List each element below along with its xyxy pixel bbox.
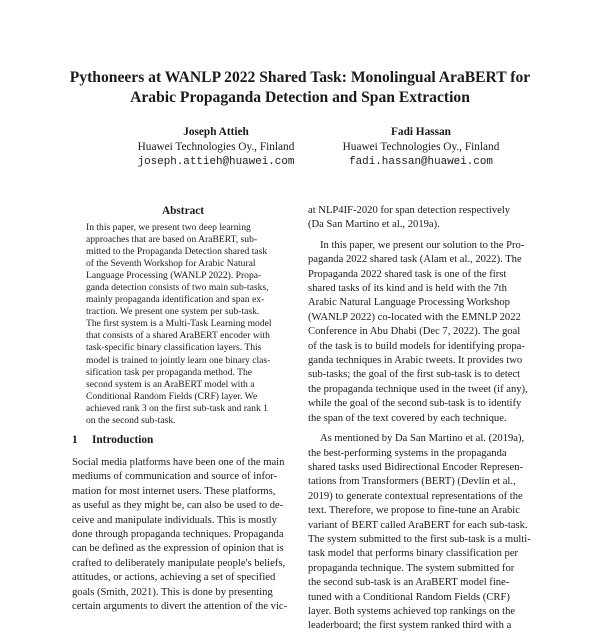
author-block [305,125,537,170]
body-line: Conference in Abu Dhabi (Dec 7, 2022). The goal [308,326,521,338]
body-line: As mentioned by Da San Martino et al. (2019a), [320,433,525,445]
body-line: shared tasks of its kind and is held with the 7th [308,283,507,295]
author-affiliation: Huawei Technologies Oy., Finland [137,141,295,153]
body-line: tuned with a Conditional Random Fields (CRF) [308,591,510,603]
body-line: text. Therefore, we propose to fine-tune an Arabic [308,505,520,517]
body-line: Propaganda 2022 shared task is one of the first [308,268,507,280]
author-name: Fadi Hassan [391,126,451,138]
author-affiliation: Huawei Technologies Oy., Finland [342,141,500,153]
abstract-line: traction. We present one system per sub-task. [86,306,260,318]
paper-title [60,68,540,107]
abstract-line: approaches that are based on AraBERT, sub- [86,234,258,246]
body-line: variant of BERT called AraBERT for each sub-task. [308,519,528,531]
abstract-line: second system is an AraBERT model with a [86,378,255,390]
abstract-body [86,222,282,427]
abstract-line: The first system is a Multi-Task Learning model [86,318,272,330]
abstract-line: ganda detection consists of two main sub-tasks, [86,282,269,294]
body-line: (WANLP 2022) co-located with the EMNLP 2022 [308,311,521,323]
intro-line: as useful as they might be, can also be used to de- [72,500,284,512]
body-line: propaganda technique. The system submitted for [308,562,515,574]
abstract-heading: Abstract [161,205,205,217]
section-number: 1 [72,434,78,446]
intro-line: can be defined as the expression of opinion that is [72,543,284,555]
body-line: sub-tasks; the goal of the first sub-task is to detect [308,369,521,381]
body-line: 2019) to generate contextual representations of the [308,490,523,502]
body-line: ganda techniques in Arabic tweets. It provides two [308,355,523,367]
abstract-line: of the Seventh Workshop for Arabic Natural [86,258,256,270]
intro-line: mation for most internet users. These platforms, [72,485,276,497]
body-line: while the goal of the second sub-task is to identify [308,398,522,410]
body-line: shared tasks used Bidirectional Encoder Represen- [308,461,524,473]
body-line: tations from Transformers (BERT) (Devlin et al., [308,476,516,488]
body-line: Arabic Natural Language Processing Workshop [308,297,510,309]
title-line: Pythoneers at WANLP 2022 Shared Task: Monolingual AraBERT for [69,69,531,86]
abstract-line: Conditional Random Fields (CRF) layer. We [86,390,258,402]
right-column [308,204,530,634]
intro-line: crafted to deliberately manipulate people's beliefs, [72,557,286,569]
body-line: (Da San Martino et al., 2019a). [308,219,440,231]
author-block [100,125,332,170]
author-email: joseph.attieh@huawei.com [137,156,295,168]
abstract-line: that consists of a shared AraBERT encoder with [86,330,270,342]
introduction-body [72,456,294,614]
body-line: at NLP4IF-2020 for span detection respectively [308,205,511,216]
body-line: leaderboard; the first system ranked third with a [308,620,512,632]
intro-line: ceive and manipulate individuals. This is mostly [72,514,277,526]
intro-line: done through propaganda techniques. Propaganda [72,529,284,541]
section-title: Introduction [92,434,154,446]
author-name: Joseph Attieh [183,126,249,138]
body-line: the span of the text covered by each technique. [308,412,507,424]
intro-line: goals (Smith, 2021). This is done by presenting [72,586,273,598]
body-line: the propaganda technique used in the tweet (if any), [308,383,528,395]
body-line: layer. Both systems achieved top rankings on the [308,605,516,617]
abstract-line: mitted to the Propaganda Detection shared task [86,246,268,258]
abstract-line: Language Processing (WANLP 2022). Propa- [86,270,262,282]
body-line: task model that performs binary classification per [308,548,519,560]
body-line: the second sub-task is an AraBERT model fine- [308,577,510,589]
abstract-line: In this paper, we present two deep learning [86,222,251,233]
body-line: The system submitted to the first sub-task is a multi- [308,533,531,545]
abstract-line: sification task per propaganda method. The [86,366,253,378]
body-line: In this paper, we present our solution to the Pro- [320,239,525,251]
intro-line: Social media platforms have been one of the main [72,457,285,468]
author-email: fadi.hassan@huawei.com [349,156,493,168]
abstract-line: mainly propaganda identification and span ex- [86,294,265,306]
abstract-line: task-specific binary classification layers. This [86,342,262,354]
body-line: paganda 2022 shared task (Alam et al., 2022). The [308,254,522,266]
abstract-line: model is trained to jointly learn one binary clas- [86,354,271,366]
title-line: Arabic Propaganda Detection and Span Extraction [130,88,470,106]
body-line: of the task is to build models for identifying propa- [308,340,525,352]
abstract-line: achieved rank 3 on the first sub-task and rank 1 [86,402,268,414]
body-line: the best-performing systems in the propaganda [308,447,507,459]
section-heading [72,434,294,446]
intro-line: certain arguments to divert the attention of the vic- [72,601,288,613]
abstract-line: on the second sub-task. [86,414,176,426]
intro-line: mediums of communication and source of infor- [72,471,278,483]
intro-line: attitudes, or actions, achieving a set of specified [72,572,276,584]
